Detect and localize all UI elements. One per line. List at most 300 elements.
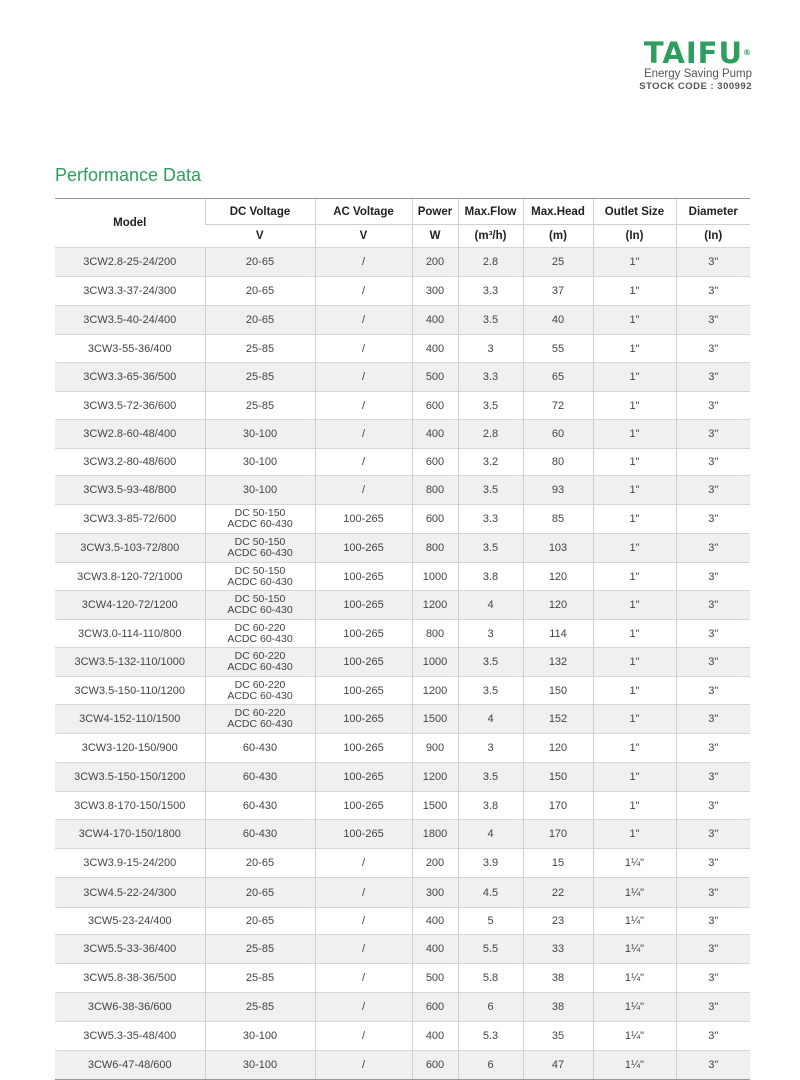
cell-diameter: 3" — [676, 734, 750, 763]
cell-model: 3CW3.5-72-36/600 — [55, 392, 205, 420]
cell-model: 3CW2.8-60-48/400 — [55, 420, 205, 449]
cell-head: 38 — [523, 964, 593, 993]
cell-outlet: 1" — [593, 363, 676, 392]
table-row — [55, 306, 750, 335]
table-row — [55, 792, 750, 820]
unit-max-head: (m) — [523, 225, 593, 248]
cell-outlet: 1" — [593, 677, 676, 705]
cell-dc-voltage: 25-85 — [205, 964, 315, 993]
registered-mark: ® — [743, 48, 752, 57]
cell-outlet: 1" — [593, 705, 676, 734]
cell-outlet: 1¼" — [593, 849, 676, 878]
cell-model: 3CW3.5-150-110/1200 — [55, 677, 205, 705]
cell-diameter: 3" — [676, 420, 750, 449]
cell-model: 3CW4-120-72/1200 — [55, 591, 205, 620]
dc-voltage-line-2: ACDC 60-430 — [227, 575, 293, 588]
cell-ac: 100-265 — [315, 820, 412, 849]
cell-dc-voltage: 20-65 — [205, 277, 315, 306]
cell-outlet: 1" — [593, 792, 676, 820]
cell-dc-voltage: 20-65 — [205, 878, 315, 908]
cell-power: 800 — [412, 620, 458, 648]
dc-voltage-line-2: ACDC 60-430 — [227, 547, 293, 559]
cell-outlet: 1" — [593, 505, 676, 534]
cell-head: 33 — [523, 935, 593, 964]
table-row — [55, 993, 750, 1022]
cell-flow: 3.3 — [458, 277, 523, 306]
cell-diameter: 3" — [676, 648, 750, 677]
cell-flow: 5 — [458, 908, 523, 935]
cell-dc-voltage: 30-100 — [205, 476, 315, 505]
cell-ac: / — [315, 1022, 412, 1051]
cell-model: 3CW3.5-40-24/400 — [55, 306, 205, 335]
cell-ac: / — [315, 277, 412, 306]
cell-head: 38 — [523, 993, 593, 1022]
cell-model: 3CW6-47-48/600 — [55, 1051, 205, 1080]
dc-voltage-line-2: ACDC 60-430 — [227, 604, 293, 616]
cell-head: 25 — [523, 248, 593, 277]
dc-voltage-line-1: DC 60-220 — [234, 707, 286, 719]
cell-ac: / — [315, 908, 412, 935]
cell-head: 35 — [523, 1022, 593, 1051]
cell-power: 1200 — [412, 763, 458, 792]
cell-diameter: 3" — [676, 392, 750, 420]
cell-outlet: 1¼" — [593, 993, 676, 1022]
cell-head: 37 — [523, 277, 593, 306]
cell-ac: 100-265 — [315, 563, 412, 591]
cell-ac: 100-265 — [315, 763, 412, 792]
cell-ac: / — [315, 878, 412, 908]
header-max-flow: Max.Flow — [458, 199, 523, 225]
table-row — [55, 878, 750, 908]
cell-ac: 100-265 — [315, 505, 412, 534]
cell-flow: 4 — [458, 705, 523, 734]
cell-outlet: 1¼" — [593, 964, 676, 993]
cell-ac: 100-265 — [315, 534, 412, 563]
cell-model: 3CW3.9-15-24/200 — [55, 849, 205, 878]
cell-model: 3CW3.5-132-110/1000 — [55, 648, 205, 677]
cell-head: 93 — [523, 476, 593, 505]
cell-outlet: 1¼" — [593, 908, 676, 935]
cell-model: 3CW4.5-22-24/300 — [55, 878, 205, 908]
cell-flow: 5.3 — [458, 1022, 523, 1051]
cell-dc-voltage: 30-100 — [205, 420, 315, 449]
cell-model: 3CW4-152-110/1500 — [55, 705, 205, 734]
cell-ac: 100-265 — [315, 734, 412, 763]
dc-voltage-line-1: DC 50-150 — [234, 564, 286, 577]
cell-head: 23 — [523, 908, 593, 935]
table-row — [55, 964, 750, 993]
cell-diameter: 3" — [676, 935, 750, 964]
cell-outlet: 1" — [593, 534, 676, 563]
cell-dc-voltage: 25-85 — [205, 363, 315, 392]
table-row — [55, 648, 750, 677]
header-row — [55, 199, 750, 225]
cell-ac: 100-265 — [315, 648, 412, 677]
header-model: Model — [55, 199, 205, 248]
table-row — [55, 677, 750, 705]
header-outlet-size: Outlet Size — [593, 199, 676, 225]
cell-power: 500 — [412, 363, 458, 392]
cell-model: 3CW2.8-25-24/200 — [55, 248, 205, 277]
cell-head: 103 — [523, 534, 593, 563]
cell-power: 1500 — [412, 705, 458, 734]
cell-dc-voltage: 30-100 — [205, 449, 315, 476]
cell-ac: / — [315, 420, 412, 449]
cell-model: 3CW3.5-150-150/1200 — [55, 763, 205, 792]
cell-ac: / — [315, 335, 412, 363]
section-title: Performance Data — [55, 165, 202, 185]
table-row — [55, 277, 750, 306]
cell-ac: 100-265 — [315, 705, 412, 734]
dc-voltage-line-1: DC 50-150 — [234, 536, 286, 548]
cell-model: 3CW3.0-114-110/800 — [55, 620, 205, 648]
cell-flow: 3 — [458, 335, 523, 363]
cell-head: 60 — [523, 420, 593, 449]
cell-flow: 6 — [458, 1051, 523, 1080]
dc-voltage-line-1: DC 60-220 — [234, 621, 286, 634]
cell-outlet: 1¼" — [593, 935, 676, 964]
cell-dc-voltage — [205, 705, 315, 734]
cell-diameter: 3" — [676, 763, 750, 792]
table-row — [55, 591, 750, 620]
cell-dc-voltage — [205, 534, 315, 563]
cell-outlet: 1¼" — [593, 878, 676, 908]
cell-ac: / — [315, 993, 412, 1022]
cell-outlet: 1" — [593, 820, 676, 849]
cell-head: 47 — [523, 1051, 593, 1080]
cell-power: 600 — [412, 1051, 458, 1080]
cell-diameter: 3" — [676, 620, 750, 648]
cell-diameter: 3" — [676, 505, 750, 534]
cell-head: 170 — [523, 792, 593, 820]
cell-flow: 3.5 — [458, 534, 523, 563]
cell-dc-voltage: 25-85 — [205, 392, 315, 420]
cell-dc-voltage: 25-85 — [205, 935, 315, 964]
cell-model: 3CW3.3-85-72/600 — [55, 505, 205, 534]
cell-ac: / — [315, 248, 412, 277]
cell-outlet: 1" — [593, 620, 676, 648]
cell-power: 1800 — [412, 820, 458, 849]
cell-outlet: 1" — [593, 563, 676, 591]
table-row — [55, 1051, 750, 1080]
cell-outlet: 1" — [593, 248, 676, 277]
cell-head: 55 — [523, 335, 593, 363]
cell-head: 120 — [523, 563, 593, 591]
cell-flow: 3.2 — [458, 449, 523, 476]
unit-max-flow: (m³/h) — [458, 225, 523, 248]
table-row — [55, 563, 750, 591]
table-row — [55, 763, 750, 792]
cell-ac: / — [315, 476, 412, 505]
cell-ac: / — [315, 449, 412, 476]
cell-dc-voltage — [205, 505, 315, 534]
table-row — [55, 392, 750, 420]
cell-dc-voltage: 60-430 — [205, 734, 315, 763]
logo-tagline: Energy Saving Pump — [643, 68, 752, 80]
cell-head: 80 — [523, 449, 593, 476]
cell-model: 3CW5.8-38-36/500 — [55, 964, 205, 993]
cell-model: 3CW5-23-24/400 — [55, 908, 205, 935]
cell-model: 3CW3.3-65-36/500 — [55, 363, 205, 392]
table-row — [55, 476, 750, 505]
cell-flow: 3.3 — [458, 363, 523, 392]
cell-dc-voltage — [205, 563, 315, 591]
dc-voltage-line-1: DC 60-220 — [234, 678, 286, 691]
cell-flow: 3 — [458, 620, 523, 648]
cell-outlet: 1" — [593, 449, 676, 476]
cell-head: 65 — [523, 363, 593, 392]
cell-dc-voltage: 60-430 — [205, 792, 315, 820]
cell-ac: 100-265 — [315, 591, 412, 620]
cell-power: 400 — [412, 420, 458, 449]
cell-head: 120 — [523, 734, 593, 763]
cell-dc-voltage: 60-430 — [205, 820, 315, 849]
unit-diameter: (In) — [676, 225, 750, 248]
cell-diameter: 3" — [676, 1022, 750, 1051]
cell-flow: 4 — [458, 820, 523, 849]
table-row — [55, 705, 750, 734]
cell-diameter: 3" — [676, 277, 750, 306]
cell-dc-voltage: 60-430 — [205, 763, 315, 792]
header-ac-voltage: AC Voltage — [315, 199, 412, 225]
cell-dc-voltage: 30-100 — [205, 1051, 315, 1080]
cell-outlet: 1" — [593, 392, 676, 420]
cell-power: 600 — [412, 993, 458, 1022]
cell-diameter: 3" — [676, 563, 750, 591]
cell-diameter: 3" — [676, 449, 750, 476]
cell-model: 3CW3.5-103-72/800 — [55, 534, 205, 563]
cell-head: 150 — [523, 677, 593, 705]
cell-flow: 3.5 — [458, 392, 523, 420]
cell-outlet: 1¼" — [593, 1022, 676, 1051]
cell-dc-voltage: 20-65 — [205, 248, 315, 277]
table-body — [55, 248, 750, 1080]
cell-outlet: 1" — [593, 306, 676, 335]
table-row — [55, 248, 750, 277]
cell-flow: 5.5 — [458, 935, 523, 964]
logo-wordmark: TAIFU® — [643, 36, 752, 70]
cell-model: 3CW4-170-150/1800 — [55, 820, 205, 849]
cell-diameter: 3" — [676, 248, 750, 277]
cell-flow: 3.5 — [458, 306, 523, 335]
table-row — [55, 935, 750, 964]
cell-ac: 100-265 — [315, 792, 412, 820]
cell-flow: 3 — [458, 734, 523, 763]
table-row — [55, 335, 750, 363]
cell-power: 200 — [412, 248, 458, 277]
cell-flow: 4 — [458, 591, 523, 620]
cell-outlet: 1" — [593, 335, 676, 363]
cell-model: 3CW3.2-80-48/600 — [55, 449, 205, 476]
unit-power: W — [412, 225, 458, 248]
cell-power: 500 — [412, 964, 458, 993]
cell-ac: / — [315, 392, 412, 420]
cell-power: 1200 — [412, 677, 458, 705]
cell-diameter: 3" — [676, 476, 750, 505]
cell-diameter: 3" — [676, 878, 750, 908]
header-diameter: Diameter — [676, 199, 750, 225]
dc-voltage-line-1: DC 60-220 — [234, 650, 286, 662]
cell-diameter: 3" — [676, 908, 750, 935]
cell-diameter: 3" — [676, 705, 750, 734]
cell-flow: 3.5 — [458, 648, 523, 677]
cell-head: 120 — [523, 591, 593, 620]
cell-power: 1000 — [412, 648, 458, 677]
unit-ac-voltage: V — [315, 225, 412, 248]
cell-head: 170 — [523, 820, 593, 849]
performance-table — [55, 198, 750, 1080]
cell-model: 3CW3.5-93-48/800 — [55, 476, 205, 505]
cell-dc-voltage — [205, 677, 315, 705]
cell-ac: / — [315, 306, 412, 335]
cell-head: 40 — [523, 306, 593, 335]
cell-head: 114 — [523, 620, 593, 648]
cell-flow: 6 — [458, 993, 523, 1022]
cell-flow: 3.8 — [458, 792, 523, 820]
cell-diameter: 3" — [676, 677, 750, 705]
cell-outlet: 1" — [593, 648, 676, 677]
cell-power: 400 — [412, 908, 458, 935]
cell-ac: / — [315, 363, 412, 392]
cell-outlet: 1" — [593, 591, 676, 620]
cell-head: 72 — [523, 392, 593, 420]
cell-head: 132 — [523, 648, 593, 677]
cell-diameter: 3" — [676, 1051, 750, 1080]
cell-ac: 100-265 — [315, 677, 412, 705]
cell-head: 150 — [523, 763, 593, 792]
cell-power: 200 — [412, 849, 458, 878]
brand-logo — [639, 38, 752, 93]
cell-power: 400 — [412, 335, 458, 363]
cell-power: 600 — [412, 505, 458, 534]
cell-flow: 4.5 — [458, 878, 523, 908]
header-dc-voltage: DC Voltage — [205, 199, 315, 225]
cell-dc-voltage: 25-85 — [205, 335, 315, 363]
table-row — [55, 363, 750, 392]
cell-diameter: 3" — [676, 335, 750, 363]
cell-ac: / — [315, 849, 412, 878]
cell-head: 85 — [523, 505, 593, 534]
cell-model: 3CW5.3-35-48/400 — [55, 1022, 205, 1051]
table-row — [55, 734, 750, 763]
cell-power: 300 — [412, 878, 458, 908]
cell-head: 15 — [523, 849, 593, 878]
cell-flow: 3.9 — [458, 849, 523, 878]
cell-head: 22 — [523, 878, 593, 908]
cell-flow: 5.8 — [458, 964, 523, 993]
dc-voltage-line-2: ACDC 60-430 — [227, 661, 293, 673]
cell-diameter: 3" — [676, 820, 750, 849]
cell-model: 3CW3-55-36/400 — [55, 335, 205, 363]
cell-model: 3CW6-38-36/600 — [55, 993, 205, 1022]
cell-power: 1500 — [412, 792, 458, 820]
dc-voltage-line-2: ACDC 60-430 — [227, 518, 293, 530]
table-row — [55, 505, 750, 534]
cell-power: 400 — [412, 1022, 458, 1051]
table-row — [55, 449, 750, 476]
cell-dc-voltage: 30-100 — [205, 1022, 315, 1051]
cell-ac: / — [315, 964, 412, 993]
cell-power: 400 — [412, 306, 458, 335]
cell-power: 800 — [412, 476, 458, 505]
table-row — [55, 620, 750, 648]
cell-ac: / — [315, 1051, 412, 1080]
cell-model: 3CW3.8-170-150/1500 — [55, 792, 205, 820]
table-row — [55, 908, 750, 935]
table-row — [55, 1022, 750, 1051]
cell-outlet: 1" — [593, 734, 676, 763]
dc-voltage-line-1: DC 50-150 — [234, 593, 286, 605]
cell-model: 3CW3-120-150/900 — [55, 734, 205, 763]
table-row — [55, 420, 750, 449]
dc-voltage-line-2: ACDC 60-430 — [227, 632, 293, 645]
cell-dc-voltage: 20-65 — [205, 908, 315, 935]
unit-outlet-size: (In) — [593, 225, 676, 248]
table-row — [55, 849, 750, 878]
table-row — [55, 820, 750, 849]
cell-flow: 3.3 — [458, 505, 523, 534]
dc-voltage-line-2: ACDC 60-430 — [227, 718, 293, 730]
cell-dc-voltage — [205, 620, 315, 648]
cell-dc-voltage: 25-85 — [205, 993, 315, 1022]
cell-ac: 100-265 — [315, 620, 412, 648]
cell-diameter: 3" — [676, 591, 750, 620]
cell-outlet: 1" — [593, 420, 676, 449]
cell-power: 800 — [412, 534, 458, 563]
cell-model: 3CW3.8-120-72/1000 — [55, 563, 205, 591]
cell-diameter: 3" — [676, 534, 750, 563]
table-row — [55, 534, 750, 563]
cell-diameter: 3" — [676, 849, 750, 878]
cell-model: 3CW3.3-37-24/300 — [55, 277, 205, 306]
cell-dc-voltage: 20-65 — [205, 849, 315, 878]
stock-code: STOCK CODE : 300992 — [639, 81, 752, 92]
cell-power: 400 — [412, 935, 458, 964]
cell-diameter: 3" — [676, 792, 750, 820]
cell-dc-voltage — [205, 591, 315, 620]
header-max-head: Max.Head — [523, 199, 593, 225]
cell-diameter: 3" — [676, 964, 750, 993]
cell-power: 900 — [412, 734, 458, 763]
cell-flow: 3.8 — [458, 563, 523, 591]
cell-dc-voltage: 20-65 — [205, 306, 315, 335]
cell-flow: 2.8 — [458, 420, 523, 449]
dc-voltage-line-1: DC 50-150 — [234, 507, 286, 519]
cell-outlet: 1" — [593, 476, 676, 505]
cell-flow: 3.5 — [458, 763, 523, 792]
cell-power: 300 — [412, 277, 458, 306]
header-power: Power — [412, 199, 458, 225]
cell-power: 1000 — [412, 563, 458, 591]
cell-flow: 3.5 — [458, 476, 523, 505]
unit-dc-voltage: V — [205, 225, 315, 248]
cell-power: 600 — [412, 449, 458, 476]
cell-flow: 3.5 — [458, 677, 523, 705]
cell-flow: 2.8 — [458, 248, 523, 277]
cell-ac: / — [315, 935, 412, 964]
cell-diameter: 3" — [676, 993, 750, 1022]
cell-diameter: 3" — [676, 306, 750, 335]
cell-power: 600 — [412, 392, 458, 420]
cell-model: 3CW5.5-33-36/400 — [55, 935, 205, 964]
cell-diameter: 3" — [676, 363, 750, 392]
dc-voltage-line-2: ACDC 60-430 — [227, 689, 293, 702]
cell-outlet: 1¼" — [593, 1051, 676, 1080]
cell-power: 1200 — [412, 591, 458, 620]
cell-outlet: 1" — [593, 277, 676, 306]
cell-outlet: 1" — [593, 763, 676, 792]
cell-head: 152 — [523, 705, 593, 734]
